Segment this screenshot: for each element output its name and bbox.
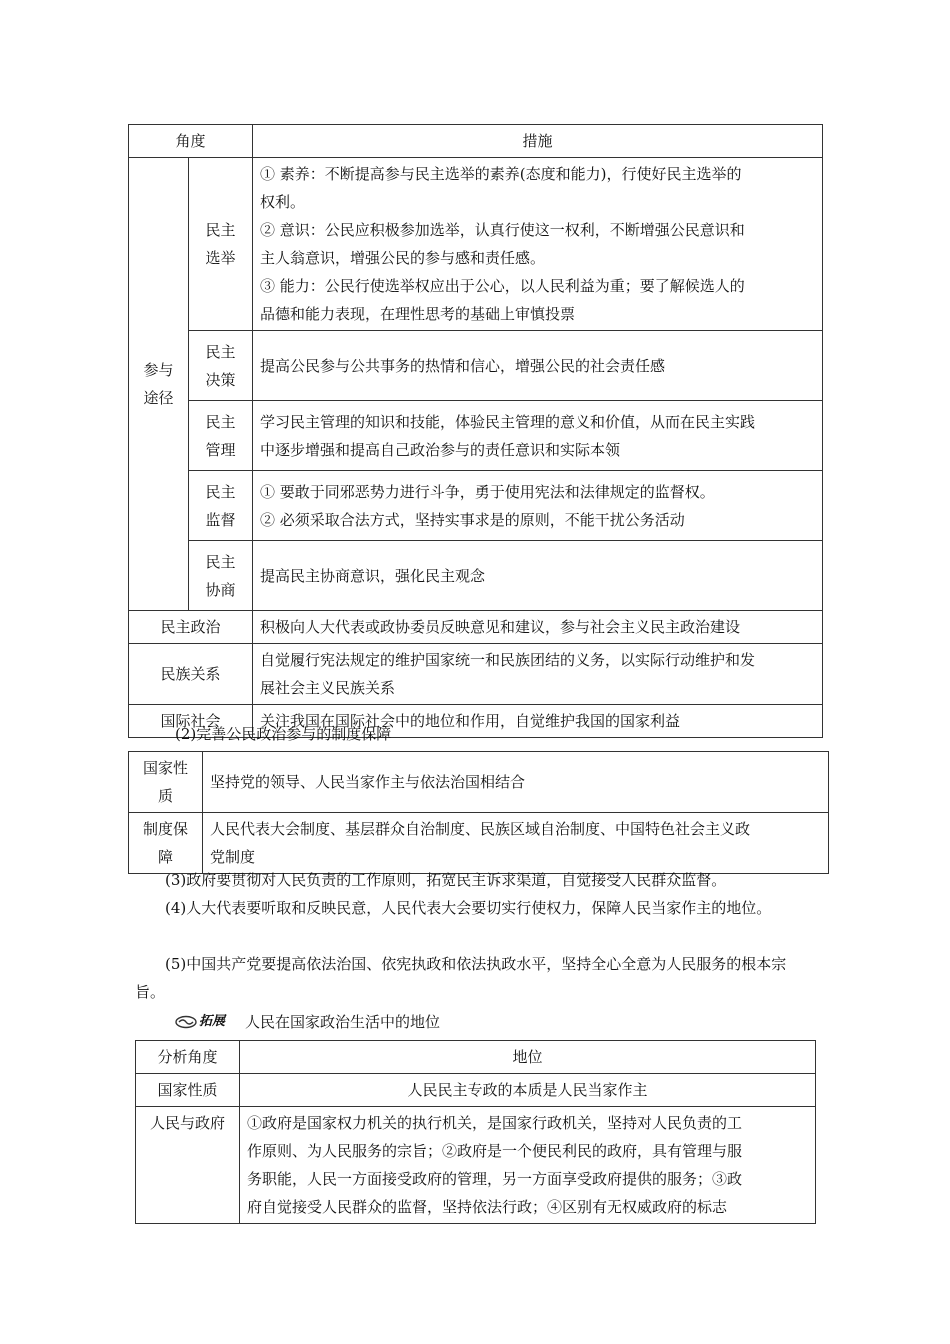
extension-title: 人民在国家政治生活中的地位: [245, 1013, 441, 1031]
table-header-angle: 角度: [129, 125, 253, 158]
paragraph-4: (4)人大代表要听取和反映民意，人民代表大会要切实行使权力，保障人民当家作主的地位。: [165, 899, 772, 917]
row-content-election: ① 素养：不断提高参与民主选举的素养(态度和能力)，行使好民主选举的 权利。 ② 意识：公民应积极参加选举，认真行使这一权利，不断增强公民意识和 主人翁意识，增强公民的参与感和责任感。 ③ 能力：公民行使选举权应出于公心，以人民利益为重；要了解候选人的 品德和能力表现，在理性思考的基础上审慎投票: [253, 158, 823, 331]
table3-header-status: 地位: [240, 1041, 816, 1074]
row-content-democratic-politics: 积极向人大代表或政协委员反映意见和建议，参与社会主义民主政治建设: [253, 611, 823, 644]
row-content-people-government: ①政府是国家权力机关的执行机关，是国家行政机关，坚持对人民负责的工 作原则、为人民服务的宗旨；②政府是一个便民利民的政府，具有管理与服 务职能，人民一方面接受政府的管理，另一方面享受政府提供的服务；③政 府自觉接受人民群众的监督，坚持依法行政；④区别有无权威政府的标志: [240, 1107, 816, 1224]
row-label-decision: 民主 决策: [189, 331, 253, 401]
row-label-supervision: 民主 监督: [189, 471, 253, 541]
row-label-state-nature: 国家性 质: [129, 752, 203, 813]
paragraph-2: (2)完善公民政治参与的制度保障: [175, 725, 392, 743]
row-label-election: 民主 选举: [189, 158, 253, 331]
row-label-consultation: 民主 协商: [189, 541, 253, 611]
row-label-international: 国际社会: [129, 705, 253, 738]
row-content-consultation: 提高民主协商意识，强化民主观念: [253, 541, 823, 611]
paragraph-3: (3)政府要贯彻对人民负责的工作原则，拓宽民主诉求渠道，自觉接受人民群众监督。: [165, 871, 727, 889]
row-content-supervision: ① 要敢于同邪恶势力进行斗争，勇于使用宪法和法律规定的监督权。 ② 必须采取合法方式，坚持实事求是的原则，不能干扰公务活动: [253, 471, 823, 541]
extension-badge: 拓展: [175, 1010, 225, 1034]
row-content-ethnic-relations: 自觉履行宪法规定的维护国家统一和民族团结的义务，以实际行动维护和发 展社会主义民族关系: [253, 644, 823, 705]
institution-guarantee-table: [128, 751, 829, 874]
row-content-state-nature: 坚持党的领导、人民当家作主与依法治国相结合: [203, 752, 829, 813]
table-header-measures: 措施: [253, 125, 823, 158]
people-status-table: [135, 1040, 816, 1224]
row-content-system-guarantee: 人民代表大会制度、基层群众自治制度、民族区域自治制度、中国特色社会主义政 党制度: [203, 813, 829, 874]
row-content-international: 关注我国在国际社会中的地位和作用，自觉维护我国的国家利益: [253, 705, 823, 738]
paragraph-5: (5)中国共产党要提高依法治国、依宪执政和依法执政水平，坚持全心全意为人民服务的根本宗旨。: [135, 955, 787, 1001]
group-label-participation: 参与 途径: [129, 158, 189, 611]
handshake-icon: [175, 1015, 197, 1029]
participation-measures-table: [128, 124, 823, 738]
row-content-decision: 提高公民参与公共事务的热情和信心，增强公民的社会责任感: [253, 331, 823, 401]
row-content-state-nature-2: 人民民主专政的本质是人民当家作主: [240, 1074, 816, 1107]
extension-heading: [175, 1010, 440, 1034]
row-label-people-government: 人民与政府: [136, 1107, 240, 1224]
row-content-management: 学习民主管理的知识和技能，体验民主管理的意义和价值，从而在民主实践 中逐步增强和提高自己政治参与的责任意识和实际本领: [253, 401, 823, 471]
row-label-system-guarantee: 制度保 障: [129, 813, 203, 874]
table3-header-angle: 分析角度: [136, 1041, 240, 1074]
row-label-democratic-politics: 民主政治: [129, 611, 253, 644]
row-label-management: 民主 管理: [189, 401, 253, 471]
row-label-state-nature-2: 国家性质: [136, 1074, 240, 1107]
row-label-ethnic-relations: 民族关系: [129, 644, 253, 705]
